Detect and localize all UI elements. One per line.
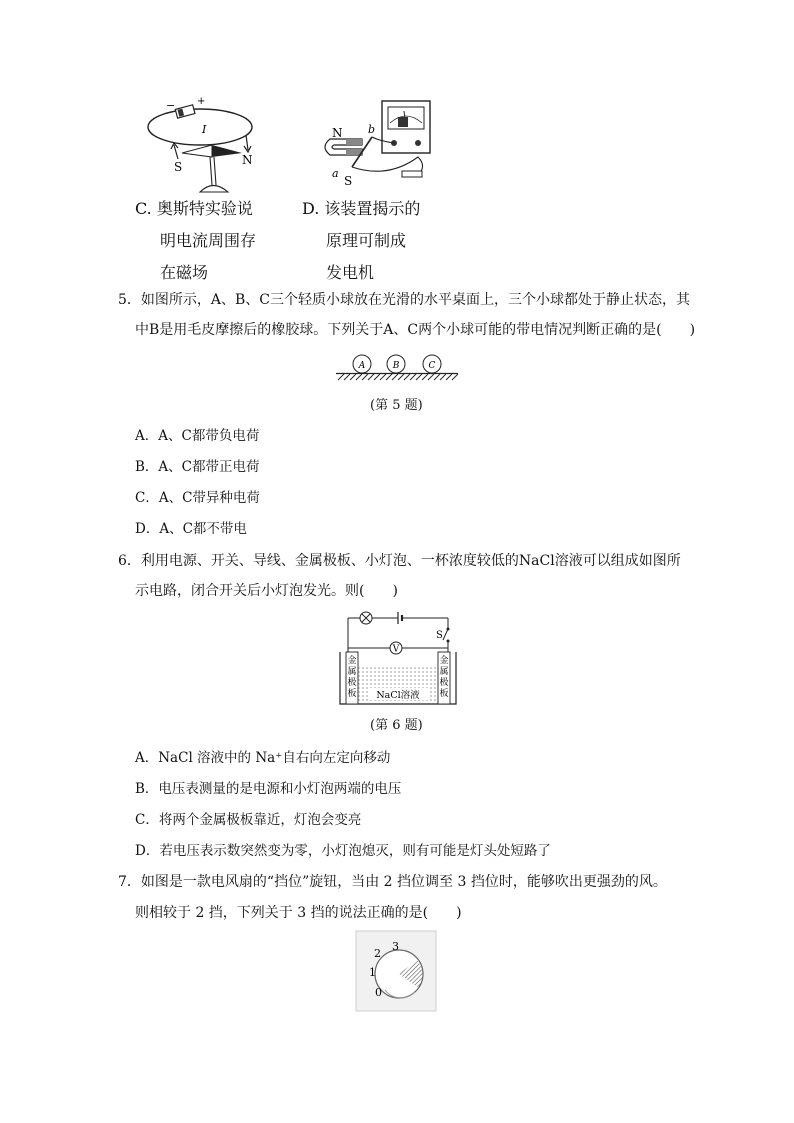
left-plate-char2: 属: [347, 667, 357, 677]
q5-figure: [334, 350, 460, 382]
generator-figure: [318, 97, 448, 192]
left-plate-char3: 极: [347, 678, 357, 688]
battery-minus: −: [166, 99, 176, 112]
oersted-experiment-diagram: [140, 95, 270, 205]
q7-figure: [355, 930, 437, 1012]
dial-label-3: 3: [392, 940, 399, 953]
q6-stem-line2: 示电路，闭合开关后小灯泡发光。则( ): [135, 583, 398, 599]
q5-option-b: B．A、C都带正电荷: [135, 459, 260, 475]
ball-b-label: B: [392, 361, 400, 371]
voltmeter-label: V: [392, 644, 400, 655]
q5-stem-line1: 5．如图所示，A、B、C三个轻质小球放在光滑的水平桌面上，三个小球都处于静止状态，其: [118, 292, 691, 308]
nacl-circuit-diagram: [336, 608, 460, 708]
dial-label-0: 0: [375, 986, 382, 999]
compass-s-label: S: [174, 160, 183, 174]
option-c-line3: 在磁场: [160, 263, 209, 282]
q6-caption: (第 6 题): [370, 718, 423, 733]
left-plate-char4: 板: [347, 689, 357, 699]
right-plate-char4: 板: [439, 689, 449, 699]
option-d-line3: 发电机: [326, 263, 375, 282]
q6-option-a: A．NaCl 溶液中的 Na⁺自右向左定向移动: [135, 750, 391, 766]
left-plate-char1: 金: [347, 656, 357, 666]
compass-n-label: N: [242, 153, 253, 167]
q6-option-c: C．将两个金属极板靠近，灯泡会变亮: [135, 812, 362, 828]
point-a-label: a: [332, 167, 339, 180]
right-plate-char3: 极: [439, 678, 449, 688]
ball-a-label: A: [358, 361, 366, 371]
current-label: I: [202, 123, 207, 136]
option-c-line2: 明电流周围存: [160, 231, 257, 250]
q5-stem-line2: 中B是用毛皮摩擦后的橡胶球。下列关于A、C两个小球可能的带电情况判断正确的是( ): [135, 322, 696, 338]
magnet-n-label: N: [332, 126, 343, 140]
q5-caption: (第 5 题): [370, 398, 423, 413]
battery-plus: +: [197, 96, 206, 107]
electromagnetic-induction-diagram: [318, 97, 448, 192]
dial-label-1: 1: [369, 966, 376, 979]
oersted-figure: [140, 95, 270, 205]
option-c-line1: C. 奥斯特实验说: [135, 199, 253, 218]
q5-option-d: D．A、C都不带电: [135, 521, 247, 537]
fan-dial-photo: [355, 930, 437, 1012]
q6-figure: [336, 608, 460, 708]
dial-label-2: 2: [374, 947, 381, 960]
magnet-s-label: S: [344, 174, 353, 188]
ball-c-label: C: [428, 361, 436, 371]
right-plate-char2: 属: [439, 667, 449, 677]
option-d-line2: 原理可制成: [326, 231, 407, 250]
q5-option-c: C．A、C带异种电荷: [135, 490, 260, 506]
q5-option-a: A．A、C都带负电荷: [135, 428, 260, 444]
switch-label: S: [436, 630, 443, 641]
right-plate-char1: 金: [439, 656, 449, 666]
three-balls-diagram: [334, 350, 460, 382]
solution-label: NaCl溶液: [376, 690, 420, 701]
q7-stem-line2: 则相较于 2 挡，下列关于 3 挡的说法正确的是( ): [135, 905, 462, 921]
q7-stem-line1: 7．如图是一款电风扇的“挡位”旋钮，当由 2 挡位调至 3 挡位时，能够吹出更强劲的风。: [118, 874, 667, 890]
point-b-label: b: [368, 123, 376, 136]
q6-option-b: B．电压表测量的是电源和小灯泡两端的电压: [135, 781, 402, 797]
option-d-line1: D. 该装置揭示的: [302, 199, 421, 218]
q6-stem-line1: 6．利用电源、开关、导线、金属极板、小灯泡、一杯浓度较低的NaCl溶液可以组成如图所: [118, 553, 681, 569]
q6-option-d: D．若电压表示数突然变为零，小灯泡熄灭，则有可能是灯头处短路了: [135, 843, 551, 859]
